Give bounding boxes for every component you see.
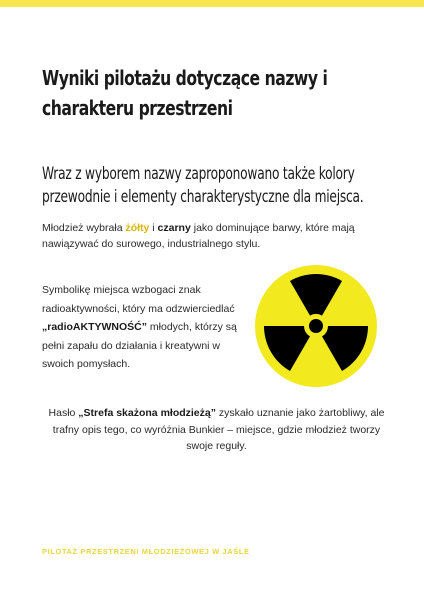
radiation-center-dot xyxy=(309,319,323,333)
subtitle-line-1: Wraz z wyborem nazwy zaproponowano także kolory xyxy=(42,164,355,183)
symbol-paragraph: Symbolikę miejsca wzbogaci znak radioaktywności, który ma odzwierciedlać „radioAKTYWNOŚĆ” młodych, którzy są pełni zapału do działania i kreatywni w swoich pomysłach. xyxy=(42,284,237,370)
slogan-highlight: „Strefa skażona młodzieżą” xyxy=(78,407,216,419)
yellow-color-word: żółty xyxy=(125,222,150,234)
title-line-1: Wyniki pilotażu dotyczące nazwy i xyxy=(42,66,328,90)
black-color-word: czarny xyxy=(157,222,191,234)
subtitle-line-2: przewodnie i elementy charakterystyczne dla miejsca. xyxy=(42,187,364,206)
colors-paragraph: Młodzież wybrała żółty i czarny jako dominujące barwy, które mają nawiązywać do surowego, industrialnego stylu. xyxy=(42,222,355,250)
title-line-2: charakteru przestrzeni xyxy=(42,96,233,120)
page-subtitle xyxy=(42,162,363,208)
radioactivity-highlight: „radioAKTYWNOŚĆ” xyxy=(42,321,147,333)
page-title xyxy=(42,63,328,123)
slogan-paragraph: Hasło „Strefa skażona młodzieżą” zyskało uznanie jako żartobliwy, ale trafny opis tego, co wyróżnia Bunkier – miejsce, gdzie młodzież tworzy swoje reguły. xyxy=(48,407,385,452)
top-accent-bar xyxy=(0,0,424,7)
footer-text: PILOTAŻ PRZESTRZENI MŁODZIEŻOWEJ W JAŚLE xyxy=(42,547,250,556)
radiation-icon xyxy=(254,264,378,388)
